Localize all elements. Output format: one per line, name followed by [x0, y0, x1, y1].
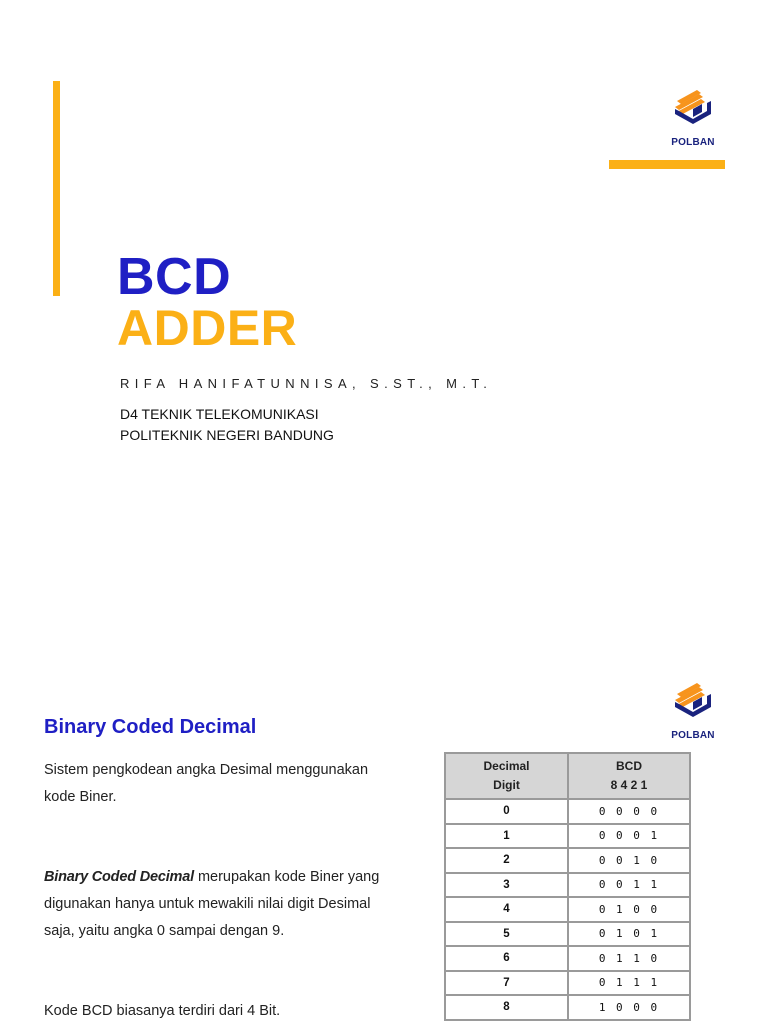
header-bcd-label: BCD [616, 759, 642, 773]
title-bcd: BCD [117, 248, 232, 306]
title-adder: ADDER [117, 300, 298, 356]
digit-cell: 3 [445, 873, 568, 898]
bcd-cell: 1 0 0 0 [568, 995, 690, 1020]
logo-text: POLBAN [671, 730, 715, 741]
header-digit-label: Digit [493, 778, 520, 792]
bcd-cell: 0 0 0 0 [568, 799, 690, 824]
header-bcd [568, 753, 690, 799]
bcd-cell: 0 1 1 0 [568, 946, 690, 971]
table-row [445, 897, 690, 922]
bcd-cell: 0 1 0 1 [568, 922, 690, 947]
digit-cell: 1 [445, 824, 568, 849]
paragraph-explanation [44, 864, 394, 945]
digit-cell: 8 [445, 995, 568, 1020]
bcd-cell: 0 0 1 1 [568, 873, 690, 898]
bcd-cell: 0 1 1 1 [568, 971, 690, 996]
table-header-row [445, 753, 690, 799]
table-row [445, 946, 690, 971]
table-row [445, 995, 690, 1020]
table-row [445, 824, 690, 849]
table-row [445, 971, 690, 996]
digit-cell: 0 [445, 799, 568, 824]
polban-logo-slide2 [667, 680, 719, 741]
bcd-cell: 0 0 0 1 [568, 824, 690, 849]
table-row [445, 848, 690, 873]
affiliation-institution: POLITEKNIK NEGERI BANDUNG [120, 427, 334, 443]
bcd-cell: 0 1 0 0 [568, 897, 690, 922]
affiliation [120, 404, 334, 446]
author-name: RIFA HANIFATUNNISA, S.ST., M.T. [120, 376, 493, 391]
accent-bar-top-right [609, 160, 725, 169]
paragraph-bits: Kode BCD biasanya terdiri dari 4 Bit. [44, 1003, 281, 1019]
paragraph-definition: Sistem pengkodean angka Desimal menggunakan kode Biner. [44, 762, 369, 805]
digit-cell: 5 [445, 922, 568, 947]
bcd-cell: 0 0 1 0 [568, 848, 690, 873]
emphasis-term: Binary Coded Decimal [44, 869, 194, 885]
header-weights-label: 8 4 2 1 [610, 778, 648, 792]
digit-cell: 4 [445, 897, 568, 922]
accent-bar-left [53, 81, 60, 296]
section-heading: Binary Coded Decimal [44, 716, 257, 738]
table-row [445, 799, 690, 824]
table-row [445, 873, 690, 898]
affiliation-department: D4 TEKNIK TELEKOMUNIKASI [120, 406, 319, 422]
digit-cell: 7 [445, 971, 568, 996]
header-decimal-digit [445, 753, 568, 799]
polban-logo-icon [667, 87, 719, 131]
table-row [445, 922, 690, 947]
header-decimal-label: Decimal [483, 759, 530, 773]
polban-logo-icon [667, 680, 719, 724]
digit-cell: 6 [445, 946, 568, 971]
digit-cell: 2 [445, 848, 568, 873]
logo-text: POLBAN [671, 137, 715, 148]
paragraph-explanation-text: merupakan kode Biner yang digunakan hanya untuk mewakili nilai digit Desimal saja, yaitu angka 0 sampai dengan 9. [44, 869, 380, 939]
bcd-table [444, 752, 691, 1021]
polban-logo [667, 87, 719, 148]
